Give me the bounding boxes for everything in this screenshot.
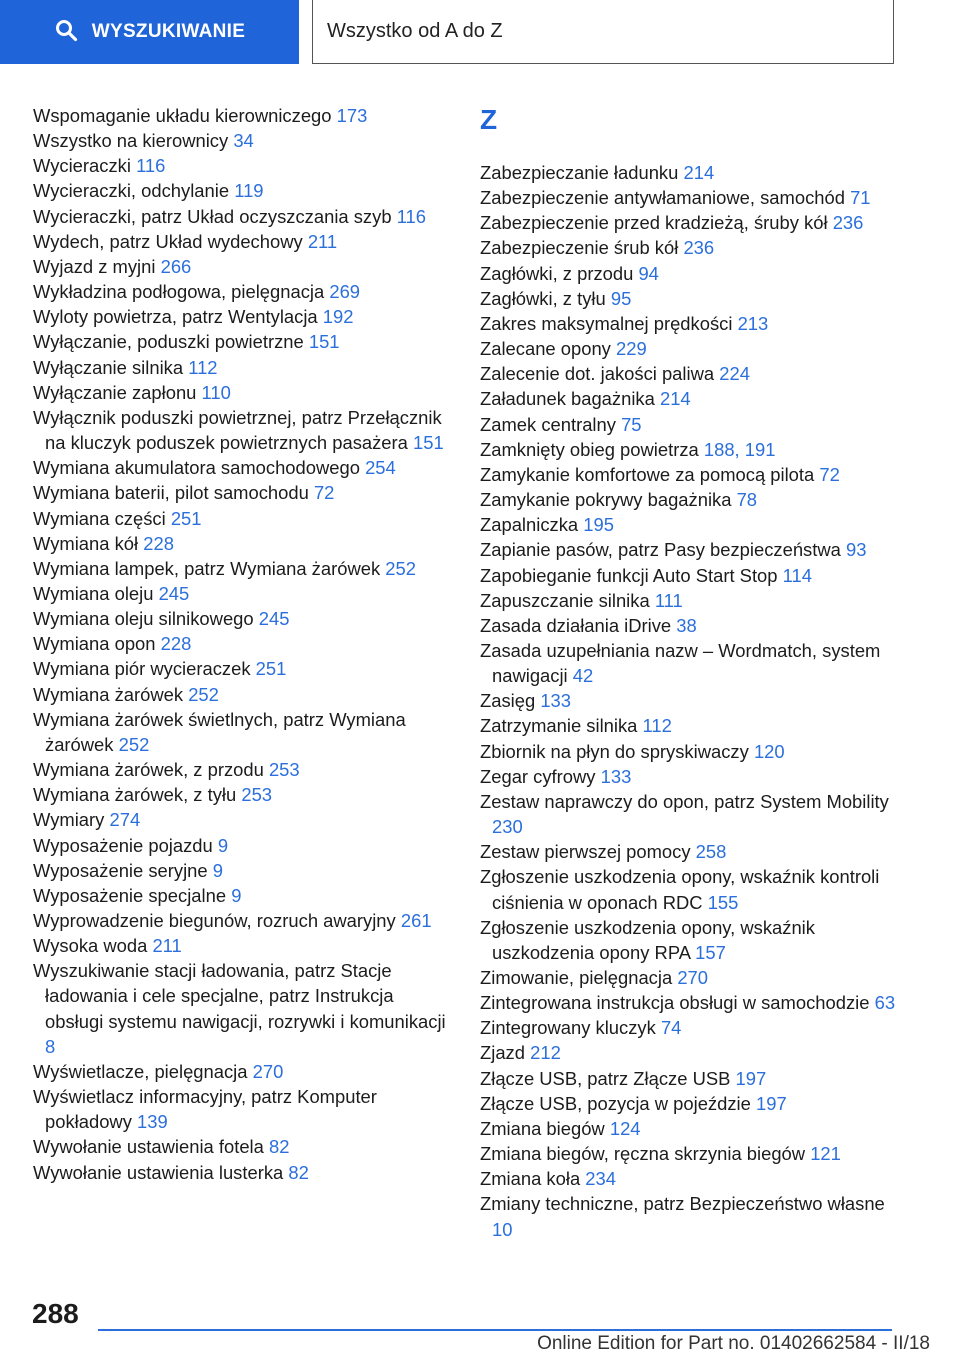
index-entry-text: Wymiana żarówek, z tyłu	[33, 784, 237, 806]
index-entry-page-link[interactable]: 110	[201, 381, 231, 403]
index-entry	[33, 178, 451, 203]
index-entry-text: Zasada uzupełniania nazw – Wordmatch, system nawigacji	[480, 639, 881, 687]
index-entry	[480, 462, 900, 487]
index-entry-text: Wywołanie ustawienia lusterka	[33, 1161, 284, 1183]
index-entry-page-link[interactable]: 234	[585, 1168, 616, 1190]
index-entry-page-link[interactable]: 95	[610, 287, 632, 309]
index-entry	[480, 990, 900, 1015]
index-entry	[480, 839, 900, 864]
index-entry	[33, 858, 451, 883]
index-entry-text: Wywołanie ustawienia fotela	[33, 1136, 264, 1158]
index-entry	[33, 631, 451, 656]
index-entry-page-link[interactable]: 211	[307, 230, 338, 252]
index-entry-text: Zgłoszenie uszkodzenia opony, wskaźnik kontroli ciśnienia w oponach RDC	[480, 866, 880, 913]
index-entry-text: Wycieraczki, odchylanie	[33, 180, 230, 202]
index-entry-text: Wyłączanie zapłonu	[33, 381, 197, 403]
index-entry-page-link[interactable]: 261	[400, 910, 432, 931]
index-entry-page-link[interactable]: 82	[288, 1161, 309, 1183]
index-entry	[480, 1116, 900, 1141]
index-entry-text: Zabezpieczenie przed kradzieżą, śruby kół	[480, 212, 828, 234]
index-entry-page-link[interactable]: 8	[45, 1035, 56, 1057]
index-entry	[33, 1084, 451, 1134]
index-entry-text: Wymiana piór wycieraczek	[33, 658, 251, 680]
index-entry	[480, 1091, 900, 1116]
index-entry-text: Zmiana koła	[480, 1168, 581, 1190]
index-letter-heading: Z	[480, 104, 498, 135]
section-title: Wszystko od A do Z	[327, 20, 503, 42]
index-entry	[480, 386, 900, 411]
index-entry-page-link[interactable]: 93	[846, 539, 867, 561]
index-entry-page-link[interactable]: 114	[782, 564, 812, 586]
index-entry-page-link[interactable]: 82	[269, 1136, 290, 1158]
index-entry-page-link[interactable]: 133	[600, 765, 632, 787]
index-entry	[33, 405, 451, 455]
index-entry-page-link[interactable]: 274	[109, 809, 141, 831]
index-entry-text: Zestaw naprawczy do opon, patrz System Mobility	[480, 790, 889, 812]
index-entry-page-link[interactable]: 211	[152, 935, 182, 957]
index-entry-page-link[interactable]: 9	[217, 834, 229, 856]
top-navigation	[0, 0, 960, 66]
index-entry	[480, 412, 900, 437]
footer-edition-text: Online Edition for Part no. 01402662584 - II/18	[537, 1333, 930, 1354]
index-entry-page-link[interactable]: 212	[530, 1042, 561, 1064]
index-entry	[480, 286, 900, 311]
index-entry-text: Wyłączanie, poduszki powietrzne	[33, 331, 304, 353]
index-entry-page-link[interactable]: 229	[616, 338, 647, 360]
index-entry	[480, 487, 900, 512]
index-entry-page-link[interactable]: 75	[621, 413, 642, 435]
index-entry	[33, 656, 451, 681]
index-entry-text: Załadunek bagażnika	[480, 388, 655, 410]
index-entry-page-link[interactable]: 63	[874, 992, 896, 1014]
index-entry-text: Wyszukiwanie stacji ładowania, patrz Stacje ładowania i cele specjalne, patrz Instrukcja obsługi systemu nawigacji, rozrywki i komunikacji	[33, 960, 446, 1032]
index-entry-page-link[interactable]: 253	[268, 759, 300, 781]
index-entry	[33, 128, 451, 153]
index-entry-text: Wyłącznik poduszki powietrznej, patrz Przełącznik na kluczyk poduszek powietrznych pasażera	[33, 406, 442, 454]
index-entry-page-link[interactable]: 173	[336, 105, 368, 126]
index-entry-page-link[interactable]: 197	[735, 1067, 767, 1089]
index-entry-page-link[interactable]: 72	[313, 482, 335, 504]
index-entry-page-link[interactable]: 245	[158, 582, 190, 604]
index-entry-page-link[interactable]: 72	[819, 463, 840, 485]
index-entry-page-link[interactable]: 38	[676, 614, 697, 636]
index-entry	[480, 361, 900, 386]
index-entry-page-link[interactable]: 251	[170, 507, 202, 529]
index-entry-page-link[interactable]: 245	[258, 608, 290, 630]
index-entry	[33, 531, 451, 556]
index-entry-page-link[interactable]: 71	[850, 187, 871, 209]
index-entry-page-link[interactable]: 10	[492, 1218, 513, 1240]
index-entry-text: Wymiana części	[33, 507, 166, 529]
index-entry-page-link[interactable]: 197	[756, 1092, 787, 1114]
index-entry	[480, 311, 900, 336]
index-entry	[33, 279, 451, 304]
index-entry-page-link[interactable]: 258	[695, 841, 727, 863]
index-entry-text: Wyposażenie pojazdu	[33, 834, 213, 856]
index-entry-page-link[interactable]: 34	[233, 130, 254, 152]
index-entry-text: Wyjazd z myjni	[33, 255, 156, 277]
search-label: WYSZUKIWANIE	[91, 21, 246, 42]
index-entry-text: Złącze USB, patrz Złącze USB	[480, 1067, 731, 1089]
index-entry-text: Zbiornik na płyn do spryskiwaczy	[480, 740, 749, 762]
index-entry-page-link[interactable]: 139	[137, 1111, 168, 1133]
index-entry-text: Zintegrowana instrukcja obsługi w samochodzie	[480, 992, 870, 1014]
index-entry-page-link[interactable]: 252	[188, 683, 219, 705]
index-entry	[480, 235, 900, 260]
index-entry-page-link[interactable]: 228	[160, 633, 192, 655]
index-entry	[33, 153, 451, 178]
index-entry-page-link[interactable]: 236	[832, 212, 864, 234]
index-entry	[33, 1059, 451, 1084]
index-entry-page-link[interactable]: 111	[654, 589, 683, 611]
index-entry-page-link[interactable]: 116	[136, 155, 166, 177]
index-entry-page-link[interactable]: 251	[255, 658, 287, 680]
index-entry-text: Zintegrowany kluczyk	[480, 1017, 656, 1039]
index-entry-text: Wysoka woda	[33, 935, 148, 957]
index-column-left	[33, 103, 451, 1185]
index-entry	[480, 1191, 900, 1241]
index-entry	[480, 1166, 900, 1191]
index-entry	[480, 613, 900, 638]
index-entry	[480, 1015, 900, 1040]
index-entry	[33, 480, 451, 505]
index-entry	[33, 1160, 451, 1185]
index-entry-text: Zabezpieczenie antywłamaniowe, samochód	[480, 187, 845, 209]
index-entry	[480, 336, 900, 361]
index-entry	[480, 764, 900, 789]
index-entry-text: Zagłówki, z tyłu	[480, 287, 606, 309]
index-entry	[33, 329, 451, 354]
index-entry-text: Wyświetlacz informacyjny, patrz Komputer pokładowy	[33, 1086, 377, 1133]
index-entry	[33, 355, 451, 380]
index-column-right	[480, 103, 900, 1242]
index-entry-text: Wyloty powietrza, patrz Wentylacja	[33, 306, 318, 328]
index-entry	[33, 506, 451, 531]
index-entry-text: Wymiana baterii, pilot samochodu	[33, 482, 309, 504]
index-entry	[33, 782, 451, 807]
index-entry-text: Zamykanie pokrywy bagażnika	[480, 489, 732, 511]
index-entry	[480, 713, 900, 738]
index-entry-page-link[interactable]: 119	[234, 180, 264, 202]
search-icon	[54, 18, 78, 47]
index-entry-page-link[interactable]: 214	[683, 162, 715, 183]
index-entry-page-link[interactable]: 253	[241, 784, 273, 806]
index-entry-text: Wycieraczki	[33, 155, 131, 177]
section-tab-a-to-z[interactable]	[312, 0, 894, 64]
index-entry	[480, 864, 900, 914]
index-entry-text: Wycieraczki, patrz Układ oczyszczania szyb	[33, 205, 392, 227]
footer-divider	[98, 1329, 892, 1331]
index-entry	[480, 537, 900, 562]
index-entry-page-link[interactable]: 195	[583, 514, 614, 536]
index-entry-page-link[interactable]: 228	[143, 532, 174, 554]
index-entry-text: Wyłączanie silnika	[33, 356, 184, 378]
index-entry-page-link[interactable]: 254	[365, 457, 396, 479]
index-entry	[480, 185, 900, 210]
index-entry	[33, 204, 451, 229]
index-entry-text: Zmiany techniczne, patrz Bezpieczeństwo własne	[480, 1193, 885, 1215]
index-entry-text: Zimowanie, pielęgnacja	[480, 967, 673, 988]
index-entry	[480, 437, 900, 462]
index-entry	[33, 682, 451, 707]
index-entry-text: Wykładzina podłogowa, pielęgnacja	[33, 281, 325, 303]
index-entry-text: Wymiana opon	[33, 633, 156, 655]
index-entry-text: Zabezpieczanie ładunku	[480, 162, 679, 183]
index-entry-page-link[interactable]: 157	[695, 941, 726, 963]
index-entry-text: Zabezpieczenie śrub kół	[480, 237, 679, 259]
index-entry	[33, 958, 451, 1059]
index-entry-text: Zamek centralny	[480, 413, 616, 435]
index-entry-page-link[interactable]: 9	[212, 859, 223, 881]
index-entry-text: Zgłoszenie uszkodzenia opony, wskaźnik uszkodzenia opony RPA	[480, 916, 815, 963]
index-entry-page-link[interactable]: 116	[396, 205, 427, 227]
index-entry-text: Zagłówki, z przodu	[480, 262, 634, 284]
index-entry	[33, 103, 451, 128]
index-entry-page-link[interactable]: 270	[252, 1060, 284, 1082]
index-entry-text: Zestaw pierwszej pomocy	[480, 841, 691, 863]
index-entry-page-link[interactable]: 112	[642, 715, 672, 737]
index-entry	[33, 556, 451, 581]
index-entry	[33, 254, 451, 279]
index-entry	[480, 688, 900, 713]
index-entry-text: Zasięg	[480, 690, 536, 712]
index-entry-text: Zapuszczanie silnika	[480, 589, 650, 611]
index-entry-page-link[interactable]: 269	[329, 281, 361, 303]
index-entry-page-link[interactable]: 266	[160, 255, 192, 277]
index-entry	[33, 606, 451, 631]
index-entry	[33, 229, 451, 254]
index-entry-text: Zapianie pasów, patrz Pasy bezpieczeństwa	[480, 539, 841, 561]
index-entry-page-link[interactable]: 121	[810, 1143, 841, 1165]
index-entry	[33, 581, 451, 606]
index-entry	[33, 833, 451, 858]
index-entry	[480, 965, 900, 990]
index-entry	[33, 908, 451, 933]
index-entry-text: Wyprowadzenie biegunów, rozruch awaryjny	[33, 910, 396, 931]
index-entry	[33, 883, 451, 908]
index-entry-page-link[interactable]: 151	[308, 331, 340, 353]
index-entry-text: Zmiana biegów, ręczna skrzynia biegów	[480, 1143, 806, 1165]
index-entry-page-link[interactable]: 214	[659, 388, 691, 410]
index-entry-text: Zamknięty obieg powietrza	[480, 438, 699, 460]
index-entry	[480, 638, 900, 688]
index-entry-page-link[interactable]: 78	[736, 489, 758, 511]
index-entry-text: Wymiana lampek, patrz Wymiana żarówek	[33, 557, 381, 579]
index-entry	[480, 512, 900, 537]
index-entry-text: Wymiana oleju	[33, 582, 154, 604]
index-entry-page-link[interactable]: 155	[707, 891, 739, 913]
index-entry-page-link[interactable]: 230	[492, 816, 523, 838]
index-entry	[33, 707, 451, 757]
index-entry	[33, 757, 451, 782]
index-entry-text: Zapobieganie funkcji Auto Start Stop	[480, 564, 778, 586]
index-entry-page-link[interactable]: 42	[572, 665, 594, 687]
index-entry-text: Wyświetlacze, pielęgnacja	[33, 1060, 248, 1082]
index-entry-text: Wymiana oleju silnikowego	[33, 608, 254, 630]
index-entry-text: Złącze USB, pozycja w pojeździe	[480, 1092, 751, 1114]
index-entry-page-link[interactable]: 112	[188, 356, 218, 378]
index-entry-text: Wymiary	[33, 809, 105, 831]
index-entry	[33, 1134, 451, 1159]
page-number: 288	[32, 1298, 79, 1329]
index-entry-text: Wydech, patrz Układ wydechowy	[33, 230, 303, 252]
index-entry-page-link[interactable]: 120	[753, 740, 785, 762]
index-entry-page-link[interactable]: 224	[719, 363, 750, 385]
index-entry-page-link[interactable]: 133	[540, 690, 572, 712]
index-entry	[33, 933, 451, 958]
index-entry-text: Zalecane opony	[480, 338, 611, 360]
index-entry-page-link[interactable]: 270	[677, 967, 708, 988]
index-entry-text: Wyposażenie specjalne	[33, 884, 227, 906]
index-entry-text: Wspomaganie układu kierowniczego	[33, 105, 332, 126]
index-entry-page-link[interactable]: 94	[638, 262, 659, 284]
index-entry	[480, 563, 900, 588]
index-entry	[480, 915, 900, 965]
index-entry	[33, 380, 451, 405]
index-entry-text: Zamykanie komfortowe za pomocą pilota	[480, 463, 815, 485]
index-entry	[33, 455, 451, 480]
index-entry-text: Wymiana żarówek	[33, 683, 184, 705]
index-entry	[33, 304, 451, 329]
index-entry	[480, 210, 900, 235]
index-entry-page-link[interactable]: 74	[660, 1017, 682, 1039]
index-entry-text: Wyposażenie seryjne	[33, 859, 208, 881]
index-entry-text: Zapalniczka	[480, 514, 579, 536]
index-entry-page-link[interactable]: 188, 191	[703, 438, 776, 460]
index-entry-text: Wszystko na kierownicy	[33, 130, 229, 152]
index-entry-text: Zegar cyfrowy	[480, 765, 596, 787]
index-entry	[480, 1141, 900, 1166]
index-entry-text: Wymiana kół	[33, 532, 139, 554]
index-entry-page-link[interactable]: 236	[683, 237, 715, 259]
index-entry	[480, 588, 900, 613]
index-entry-page-link[interactable]: 124	[609, 1117, 641, 1139]
search-button[interactable]	[0, 0, 299, 64]
index-entry-page-link[interactable]: 252	[385, 557, 416, 579]
index-entry-text: Wymiana żarówek świetlnych, patrz Wymiana żarówek	[33, 708, 406, 755]
index-entry-text: Zasada działania iDrive	[480, 614, 672, 636]
index-entry	[480, 160, 900, 185]
index-entry-page-link[interactable]: 213	[737, 312, 769, 334]
index-entry	[480, 1066, 900, 1091]
index-entry	[480, 789, 900, 839]
index-entry-text: Zakres maksymalnej prędkości	[480, 312, 733, 334]
index-entry-page-link[interactable]: 9	[231, 884, 242, 906]
index-entry-text: Zjazd	[480, 1042, 525, 1064]
index-entry-text: Zmiana biegów	[480, 1117, 605, 1139]
index-entry-page-link[interactable]: 252	[118, 733, 150, 755]
index-entry	[480, 1040, 900, 1065]
index-entry	[480, 261, 900, 286]
index-entry-page-link[interactable]: 151	[413, 432, 444, 454]
index-entry	[480, 739, 900, 764]
index-entry-page-link[interactable]: 192	[322, 306, 354, 328]
index-entry-text: Wymiana żarówek, z przodu	[33, 759, 264, 781]
index-entry-text: Zatrzymanie silnika	[480, 715, 638, 737]
index-entry-text: Zalecenie dot. jakości paliwa	[480, 363, 715, 385]
index-entry	[33, 807, 451, 832]
index-entry-text: Wymiana akumulatora samochodowego	[33, 457, 360, 479]
